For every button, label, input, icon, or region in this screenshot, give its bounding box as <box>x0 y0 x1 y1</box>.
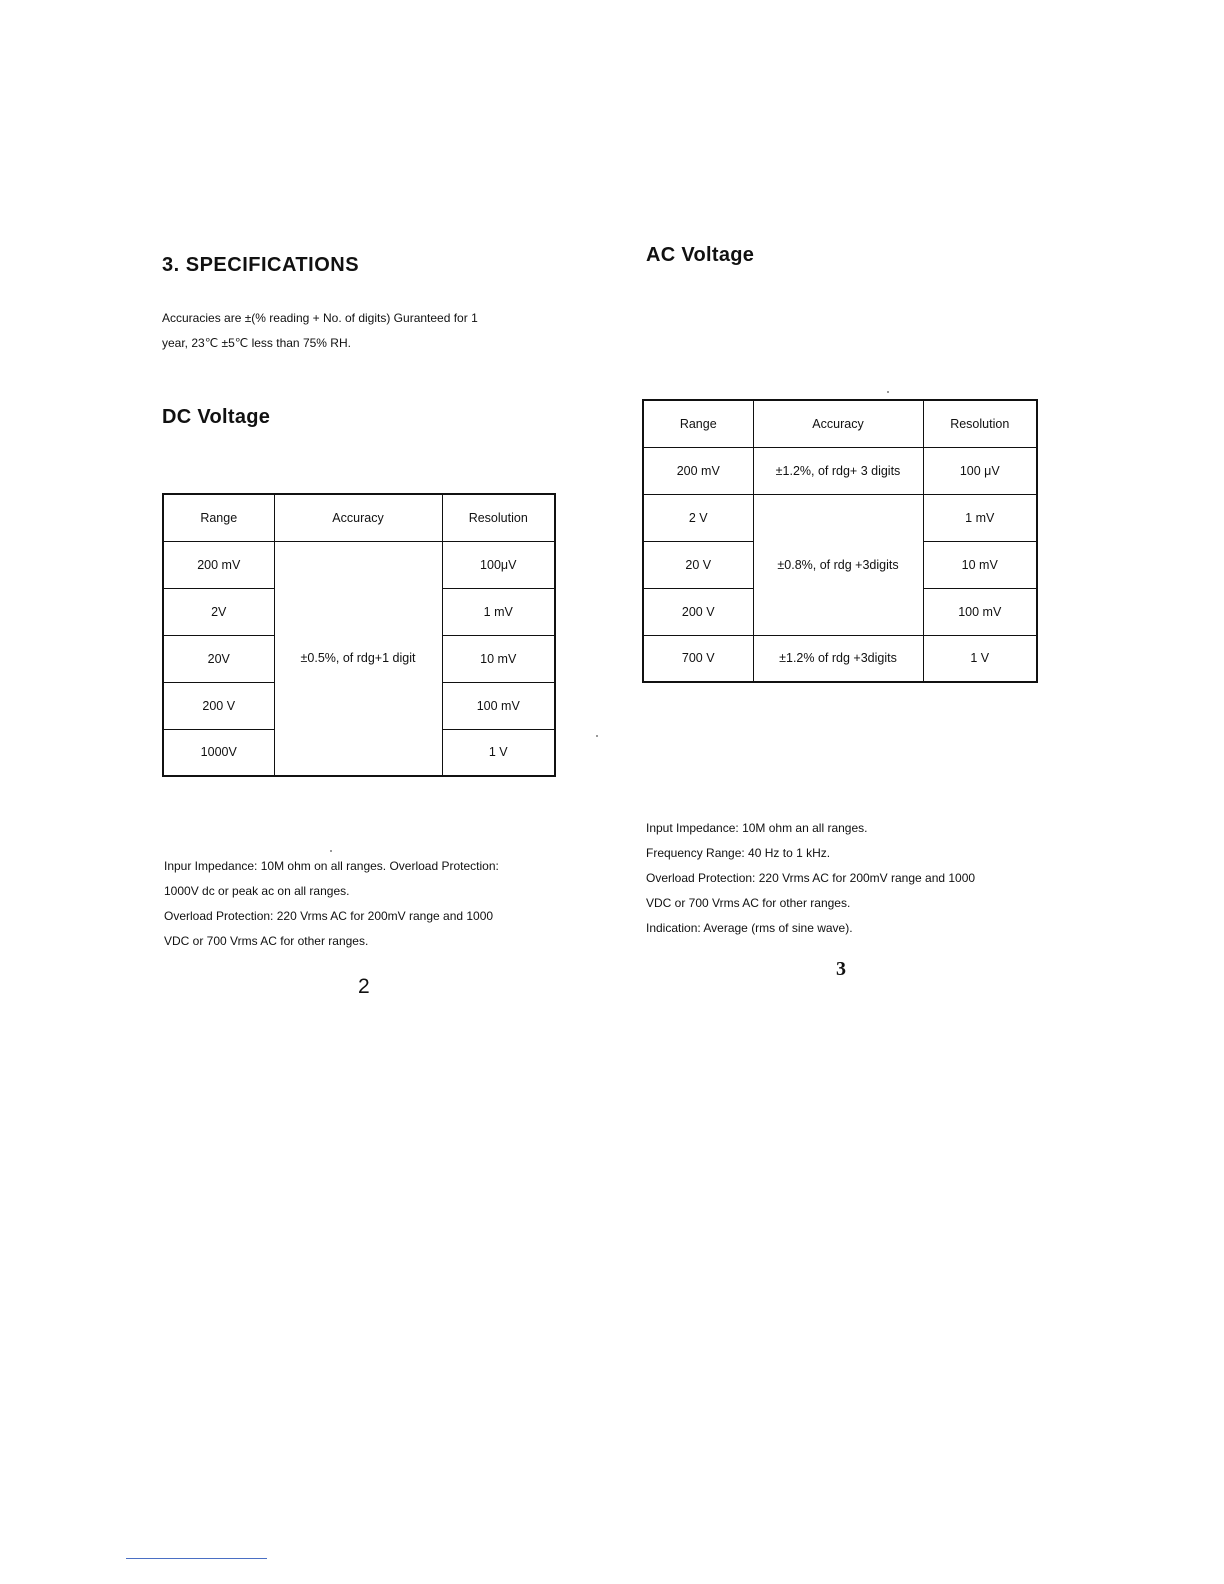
header-resolution: Resolution <box>442 494 555 541</box>
resolution-cell: 100 mV <box>442 682 555 729</box>
scan-speck <box>887 391 889 393</box>
ac-voltage-table <box>642 399 1038 683</box>
ac-notes <box>646 816 1066 941</box>
resolution-cell: 10 mV <box>442 635 555 682</box>
resolution-cell: 1 mV <box>923 494 1037 541</box>
ac-note-line: Frequency Range: 40 Hz to 1 kHz. <box>646 846 831 860</box>
dc-voltage-title: DC Voltage <box>162 406 271 428</box>
resolution-cell: 10 mV <box>923 541 1037 588</box>
dc-note-line: Inpur Impedance: 10M ohm on all ranges. Overload Protection: <box>164 859 499 873</box>
dc-note-line: Overload Protection: 220 Vrms AC for 200mV range and 1000 <box>164 909 494 923</box>
table-row <box>643 635 1037 682</box>
header-accuracy: Accuracy <box>274 494 442 541</box>
range-cell: 200 V <box>643 588 753 635</box>
range-cell: 1000V <box>163 729 274 776</box>
range-cell: 200 mV <box>163 541 274 588</box>
header-resolution: Resolution <box>923 400 1037 447</box>
range-cell: 200 V <box>163 682 274 729</box>
table-row <box>643 494 1037 541</box>
range-cell: 2 V <box>643 494 753 541</box>
table-header-row <box>163 494 555 541</box>
header-range: Range <box>163 494 274 541</box>
intro-text <box>162 306 582 356</box>
intro-line-2: year, 23℃ ±5℃ less than 75% RH. <box>162 336 351 350</box>
intro-line-1: Accuracies are ±(% reading + No. of digits) Guranteed for 1 <box>162 311 478 325</box>
resolution-cell: 1 mV <box>442 588 555 635</box>
scan-speck <box>330 850 332 852</box>
scan-speck <box>596 735 598 737</box>
range-cell: 20 V <box>643 541 753 588</box>
range-cell: 2V <box>163 588 274 635</box>
resolution-cell: 100 μV <box>923 447 1037 494</box>
resolution-cell: 100 mV <box>923 588 1037 635</box>
range-cell: 200 mV <box>643 447 753 494</box>
page-number-right: 3 <box>836 958 846 980</box>
table-row <box>643 447 1037 494</box>
resolution-cell: 100μV <box>442 541 555 588</box>
ac-note-line: Input Impedance: 10M ohm an all ranges. <box>646 821 868 835</box>
table-header-row <box>643 400 1037 447</box>
ac-note-line: Overload Protection: 220 Vrms AC for 200mV range and 1000 <box>646 871 976 885</box>
header-accuracy: Accuracy <box>753 400 923 447</box>
ac-note-line: Indication: Average (rms of sine wave). <box>646 921 853 935</box>
dc-note-line: VDC or 700 Vrms AC for other ranges. <box>164 934 369 948</box>
dc-notes <box>164 854 584 954</box>
ac-note-line: VDC or 700 Vrms AC for other ranges. <box>646 896 851 910</box>
section-title: 3. SPECIFICATIONS <box>162 254 360 276</box>
table-row <box>163 541 555 588</box>
accuracy-cell: ±0.5%, of rdg+1 digit <box>274 541 442 776</box>
resolution-cell: 1 V <box>442 729 555 776</box>
range-cell: 20V <box>163 635 274 682</box>
ac-voltage-title: AC Voltage <box>646 244 755 266</box>
accuracy-cell: ±0.8%, of rdg +3digits <box>753 494 923 635</box>
page-number-left: 2 <box>358 975 370 998</box>
header-range: Range <box>643 400 753 447</box>
dc-note-line: 1000V dc or peak ac on all ranges. <box>164 884 350 898</box>
dc-voltage-table <box>162 493 556 777</box>
range-cell: 700 V <box>643 635 753 682</box>
resolution-cell: 1 V <box>923 635 1037 682</box>
accuracy-cell: ±1.2% of rdg +3digits <box>753 635 923 682</box>
bottom-rule <box>126 1558 267 1559</box>
accuracy-cell: ±1.2%, of rdg+ 3 digits <box>753 447 923 494</box>
